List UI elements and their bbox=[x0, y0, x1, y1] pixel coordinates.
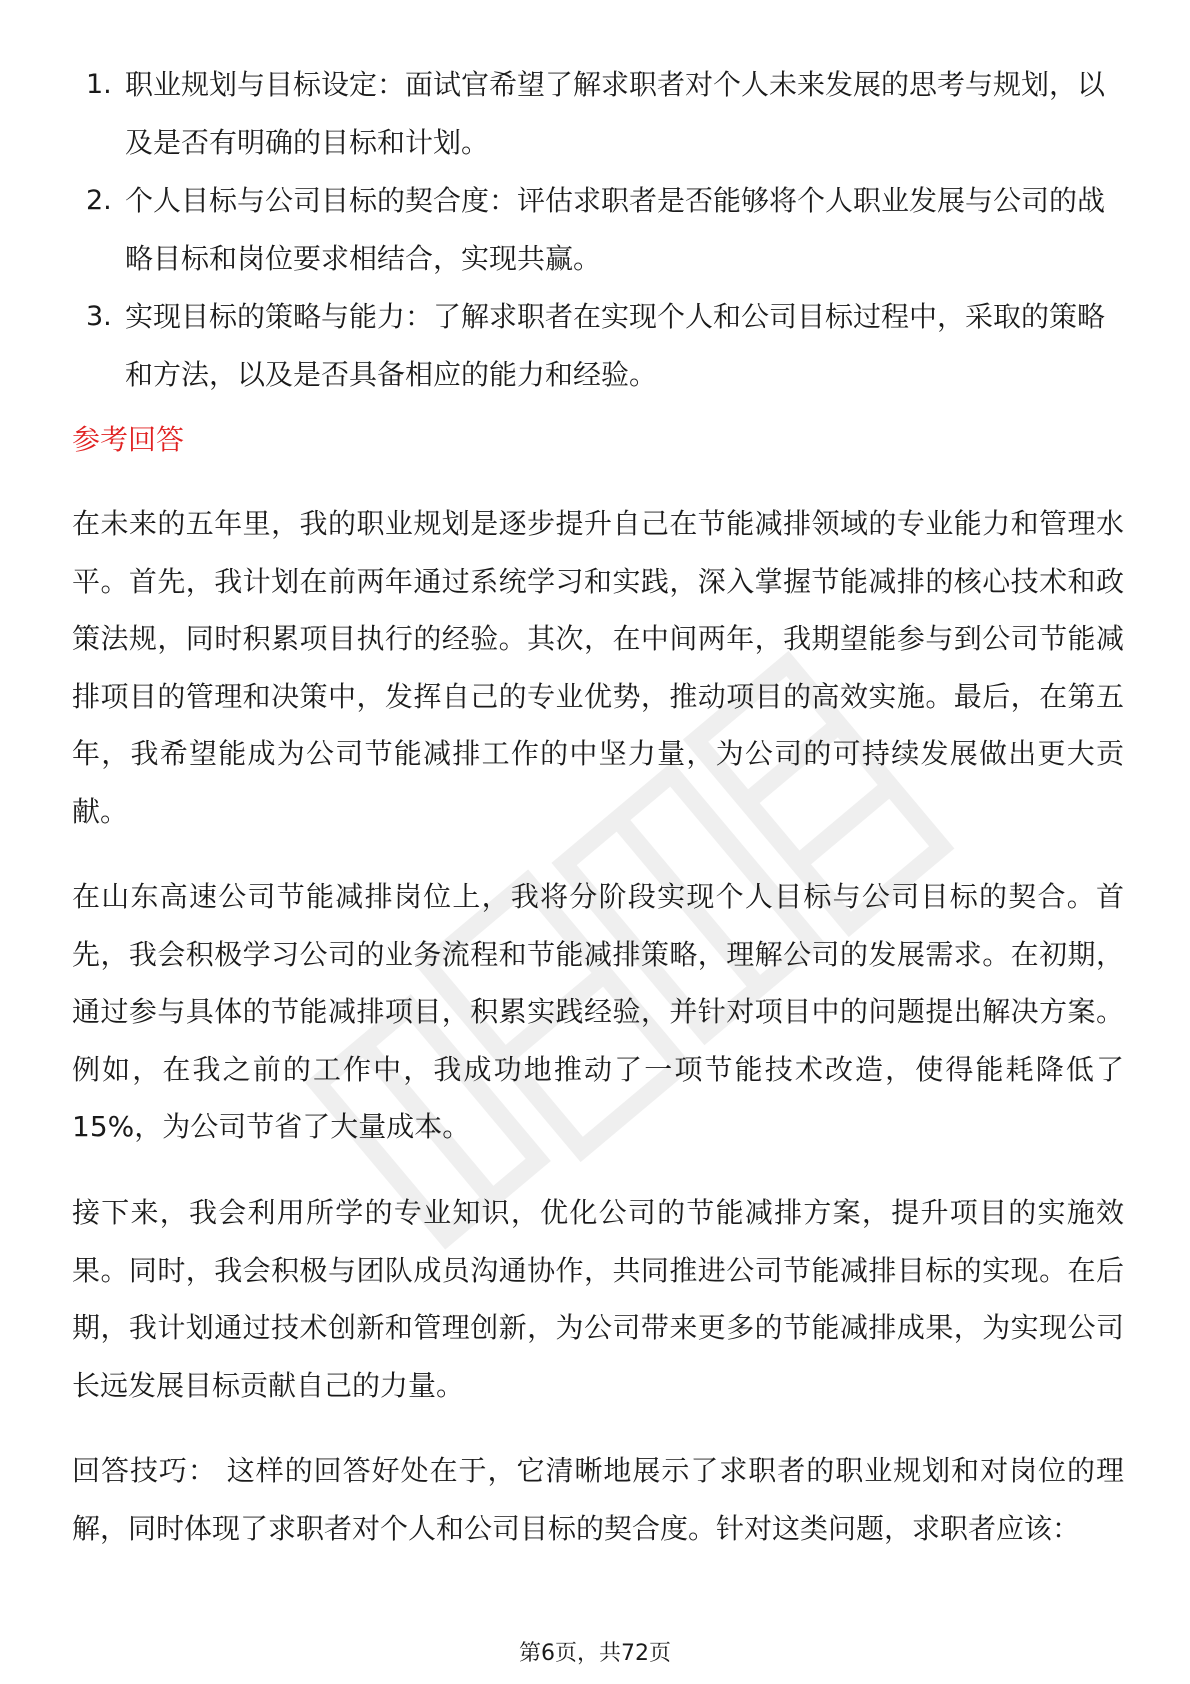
section-title: 参考回答 bbox=[72, 423, 185, 456]
list-item bbox=[0, 56, 1125, 172]
list-item-text: 个人目标与公司目标的契合度：评估求职者是否能够将个人职业发展与公司的战略目标和岗位要求相结合，实现共赢。 bbox=[125, 184, 1106, 275]
answer-paragraph: 接下来，我会利用所学的专业知识，优化公司的节能减排方案，提升项目的实施效果。同时，我会积极与团队成员沟通协作，共同推进公司节能减排目标的实现。在后期，我计划通过技术创新和管理创新，为公司带来更多的节能减排成果，为实现公司长远发展目标贡献自己的力量。 bbox=[72, 1196, 1124, 1402]
list-item-text: 实现目标的策略与能力：了解求职者在实现个人和公司目标过程中，采取的策略和方法，以及是否具备相应的能力和经验。 bbox=[125, 300, 1106, 391]
list-item-text: 职业规划与目标设定：面试官希望了解求职者对个人未来发展的思考与规划，以及是否有明确的目标和计划。 bbox=[125, 68, 1106, 159]
answer-paragraph: 在未来的五年里，我的职业规划是逐步提升自己在节能减排领域的专业能力和管理水平。首先，我计划在前两年通过系统学习和实践，深入掌握节能减排的核心技术和政策法规，同时积累项目执行的经验。其次，在中间两年，我期望能参与到公司节能减排项目的管理和决策中，发挥自己的专业优势，推动项目的高效实施。最后，在第五年，我希望能成为公司节能减排工作的中坚力量，为公司的可持续发展做出更大贡献。 bbox=[72, 507, 1124, 828]
answer-paragraph: 在山东高速公司节能减排岗位上，我将分阶段实现个人目标与公司目标的契合。首先，我会积极学习公司的业务流程和节能减排策略，理解公司的发展需求。在初期，通过参与具体的节能减排项目，积累实践经验，并针对项目中的问题提出解决方案。例如，在我之前的工作中，我成功地推动了一项节能技术改造，使得能耗降低了15%，为公司节省了大量成本。 bbox=[72, 880, 1124, 1143]
list-item bbox=[0, 172, 1125, 288]
list-item-number: 1. bbox=[86, 69, 112, 100]
list-item-number: 2. bbox=[86, 185, 112, 216]
list-item-number: 3. bbox=[86, 301, 112, 332]
list-item bbox=[0, 288, 1125, 404]
question-points-list bbox=[0, 56, 1190, 404]
page-number-footer: 第6页，共72页 bbox=[519, 1641, 671, 1666]
tips-paragraph: 回答技巧： 这样的回答好处在于，它清晰地展示了求职者的职业规划和对岗位的理解，同时体现了求职者对个人和公司目标的契合度。针对这类问题，求职者应该： bbox=[72, 1454, 1124, 1545]
